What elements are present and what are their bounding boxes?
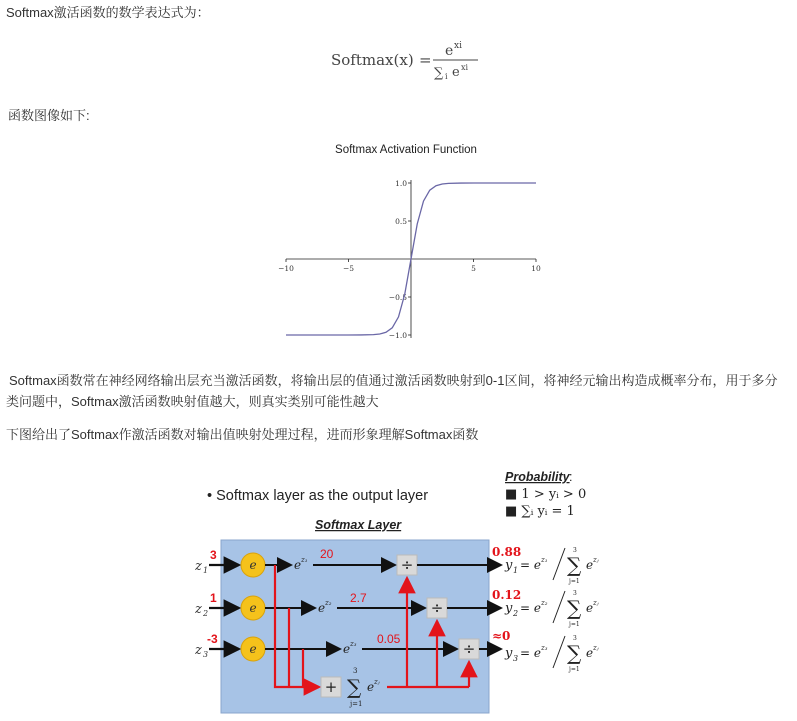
probability-rule-2: ■ ∑ᵢ yᵢ = 1 xyxy=(505,504,575,519)
input-z3-label: z xyxy=(195,643,202,658)
formula-denominator-e: e xyxy=(452,65,460,80)
output-1-y: y xyxy=(505,558,513,573)
exp-node-1-label: e xyxy=(249,558,257,572)
chart-x-tick-label-2: 5 xyxy=(471,264,476,273)
intro-text: Softmax激活函数的数学表达式为： xyxy=(6,5,210,20)
description-paragraph xyxy=(6,370,777,412)
sum-top: 3 xyxy=(353,667,358,675)
sum-e-sup: zⱼ xyxy=(374,678,380,686)
output-1-sum-e: e xyxy=(586,558,594,572)
exp-node-3-label: e xyxy=(249,642,257,656)
formula-sum-symbol: ∑ xyxy=(434,66,444,81)
output-2-prob: 0.12 xyxy=(492,588,522,602)
exp-1-value: 20 xyxy=(320,547,334,561)
probability-title: Probability xyxy=(505,470,570,484)
input-z1-value: 3 xyxy=(210,548,217,562)
formula-numerator: e xyxy=(445,43,454,59)
divide-sign-1: ÷ xyxy=(400,556,414,574)
sum-bottom: j=1 xyxy=(350,700,363,708)
softmax-layer-title: Softmax Layer xyxy=(315,518,402,532)
chart-y-tick-label-3: −1.0 xyxy=(388,331,407,340)
output-3-sup: z₃ xyxy=(541,644,548,652)
output-3-sum-e: e xyxy=(586,646,594,660)
output-2-sum-e: e xyxy=(586,601,594,615)
input-z2-sub: 2 xyxy=(203,609,209,618)
input-z1-label: z xyxy=(195,559,202,574)
exp-3-value: 0.05 xyxy=(377,632,401,646)
softmax-activation-chart xyxy=(276,138,544,348)
exp-3-label: e xyxy=(343,642,351,656)
softmax-formula xyxy=(0,38,797,82)
output-1-sum-bot: j=1 xyxy=(569,578,580,585)
output-3-sum: ∑ xyxy=(567,641,582,665)
output-2-sup: z₂ xyxy=(541,599,548,607)
formula-denominator-exp: xi xyxy=(461,63,469,72)
formula-sum-sub: i xyxy=(445,72,448,81)
output-2-sum-top: 3 xyxy=(573,590,577,597)
formula-numerator-exp: xi xyxy=(454,41,462,51)
exp-2-value: 2.7 xyxy=(350,591,367,605)
chart-x-tick-label-0: −10 xyxy=(278,264,294,273)
output-1-sum: ∑ xyxy=(567,553,582,577)
output-3-y: y xyxy=(505,646,513,661)
chart-x-tick-label-1: −5 xyxy=(342,264,355,273)
input-z2-label: z xyxy=(195,602,202,617)
output-1-prob: 0.88 xyxy=(492,545,522,559)
output-3-prob: ≈0 xyxy=(492,629,511,643)
output-2-sum-e-sup: zⱼ xyxy=(593,599,599,607)
divide-sign-3: ÷ xyxy=(462,640,476,658)
output-1-sum-e-sup: zⱼ xyxy=(593,556,599,564)
softmax-layer-diagram xyxy=(195,462,625,717)
output-3-sum-bot: j=1 xyxy=(569,666,580,673)
output-1-sub: 1 xyxy=(513,566,519,575)
chart-y-tick-label-2: −0.5 xyxy=(388,293,407,302)
exp-3-sup: z₃ xyxy=(350,640,357,648)
output-1-slash xyxy=(553,548,565,580)
formula-equals: = xyxy=(419,51,432,69)
probability-rule-1: ■ 1 > yᵢ > 0 xyxy=(505,487,587,502)
chart-y-tick-label-1: 0.5 xyxy=(395,217,407,226)
sum-plus-sign: + xyxy=(324,678,338,696)
chart-title: Softmax Activation Function xyxy=(335,144,477,156)
output-2-sum: ∑ xyxy=(567,596,582,620)
output-1-sup: z₁ xyxy=(541,556,548,564)
diagram-bullet-title: • Softmax layer as the output layer xyxy=(207,488,429,504)
output-3-formula: = e xyxy=(520,646,541,660)
output-3-sub: 3 xyxy=(513,654,519,663)
graph-intro-text: 函数图像如下: xyxy=(8,108,90,123)
output-2-slash xyxy=(553,591,565,623)
probability-colon: : xyxy=(569,470,573,484)
output-2-sum-bot: j=1 xyxy=(569,621,580,628)
chart-x-tick-label-3: 10 xyxy=(531,264,541,273)
output-2-sub: 2 xyxy=(513,609,519,618)
output-2-formula: = e xyxy=(520,601,541,615)
exp-2-label: e xyxy=(318,601,326,615)
output-3-sum-e-sup: zⱼ xyxy=(593,644,599,652)
sum-e: e xyxy=(367,680,375,694)
output-2-y: y xyxy=(505,601,513,616)
divide-sign-2: ÷ xyxy=(430,599,444,617)
output-3-sum-top: 3 xyxy=(573,635,577,642)
input-z2-value: 1 xyxy=(210,591,217,605)
chart-y-tick-label-0: 1.0 xyxy=(395,179,407,188)
exp-2-sup: z₂ xyxy=(325,599,332,607)
output-1-formula: = e xyxy=(520,558,541,572)
formula-lhs: Softmax(x) xyxy=(331,51,414,69)
diagram-intro-text: 下图给出了Softmax作激活函数对输出值映射处理过程，进而形象理解Softmax函数 xyxy=(6,427,479,442)
input-z3-sub: 3 xyxy=(203,650,209,659)
exp-1-sup: z₁ xyxy=(301,556,308,564)
description-line-1: Softmax函数常在神经网络输出层充当激活函数，将输出层的值通过激活函数映射到0-1区间，将神经元输出构造成概率分布，用于多分 xyxy=(9,373,778,388)
input-z3-value: -3 xyxy=(207,632,218,646)
sum-symbol: ∑ xyxy=(347,675,362,699)
exp-1-label: e xyxy=(294,558,302,572)
description-line-2: 类问题中，Softmax激活函数映射值越大，则真实类别可能性越大 xyxy=(6,394,379,409)
output-1-sum-top: 3 xyxy=(573,547,577,554)
input-z1-sub: 1 xyxy=(203,566,209,575)
exp-node-2-label: e xyxy=(249,601,257,615)
output-3-slash xyxy=(553,636,565,668)
